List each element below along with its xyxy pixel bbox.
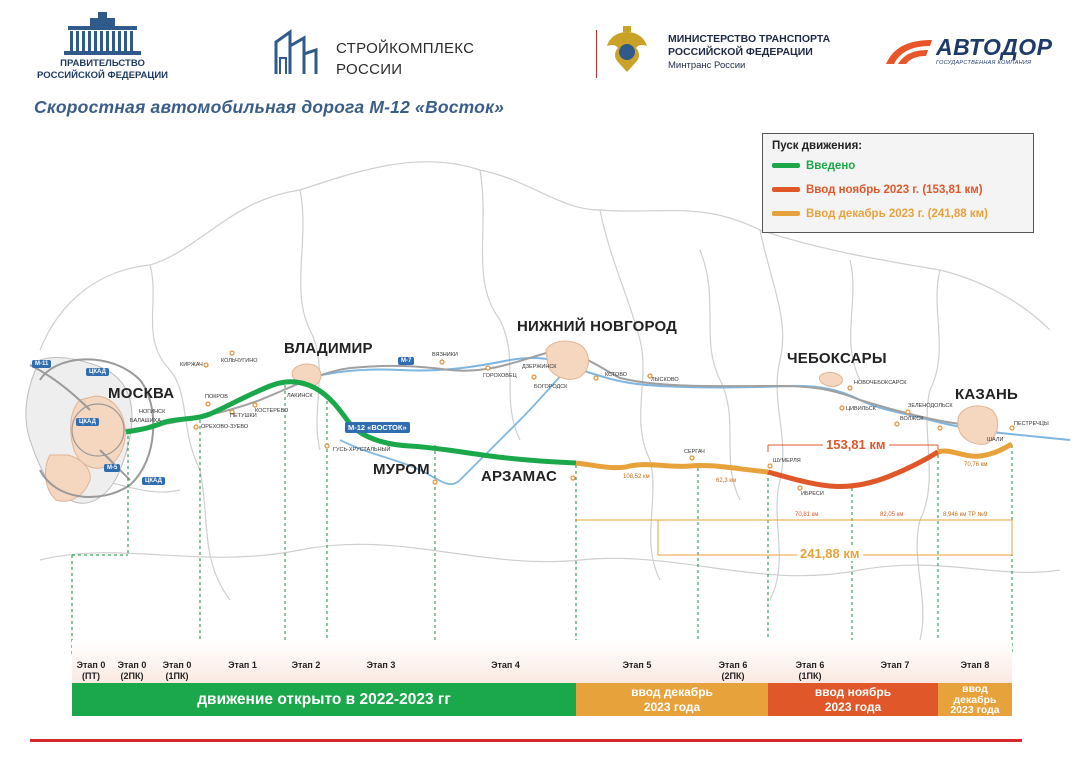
mintrans-line3: Минтранс России <box>668 60 746 71</box>
avtodor-name: АВТОДОР <box>936 34 1053 60</box>
band-december-l2: 2023 года <box>643 700 701 714</box>
page-title: Скоростная автомобильная дорога М-12 «Восток» <box>34 97 505 117</box>
band-november <box>768 683 938 716</box>
stage-label-0-1pk <box>154 660 200 682</box>
mintrans-line1: МИНИСТЕРСТВО ТРАНСПОРТА <box>668 33 831 45</box>
stage-6-1pk-l1: Этап 6 <box>795 660 825 670</box>
cheboksary-area <box>819 372 842 386</box>
mintrans-line2: РОССИЙСКОЙ ФЕДЕРАЦИИ <box>668 46 813 58</box>
region-borders <box>40 162 1060 640</box>
legend-label-december: Ввод декабрь 2023 г. (241,88 км) <box>806 208 988 220</box>
town-tsivilsk: ЦИВИЛЬСК <box>846 406 876 412</box>
stage-0-2pk-l1: Этап 0 <box>117 660 147 670</box>
town-sergach: СЕРГАЧ <box>684 449 705 455</box>
city-label-arzamas: АРЗАМАС <box>481 468 558 485</box>
band-december-east <box>938 683 1012 716</box>
band-november-l2: 2023 года <box>824 700 882 714</box>
town-zelenodolsk: ЗЕЛЕНОДОЛЬСК <box>908 403 953 409</box>
stage-0-1pk-l2: (1ПК) <box>165 671 189 681</box>
town-shumerlya: ШУМЕРЛЯ <box>773 458 801 464</box>
town-kirzhach: КИРЖАЧ <box>180 362 203 368</box>
distance-seg-623: 62,3 км <box>716 478 737 484</box>
legend-heading: Пуск движения: <box>772 140 863 152</box>
town-gus: ГУСЬ-ХРУСТАЛЬНЫЙ <box>333 447 391 453</box>
town-ibresi: ИБРЕСИ <box>801 491 824 497</box>
city-label-murom: МУРОМ <box>373 461 430 478</box>
distance-seg-10852: 108,52 км <box>623 474 650 480</box>
stage-3-l1: Этап 3 <box>366 660 396 670</box>
footer-divider <box>30 739 1022 742</box>
town-pestrechy: ПЕСТРЕЧЦЫ <box>1014 421 1049 427</box>
government-name-line2: РОССИЙСКОЙ ФЕДЕРАЦИИ <box>36 70 168 81</box>
town-orekhovo: ОРЕХОВО-ЗУЕВО <box>201 424 249 430</box>
amber-line-swatch <box>772 211 800 216</box>
city-label-vladimir: ВЛАДИМИР <box>284 340 373 357</box>
distance-november-total: 153,81 км <box>823 437 889 452</box>
distance-seg-8205: 82,05 км <box>880 512 904 518</box>
band-december-east-l3: 2023 года <box>950 704 1000 716</box>
distance-seg-tp9: 8,946 км ТР №9 <box>943 512 988 518</box>
town-kosterevo: КОСТЕРЕВО <box>255 408 289 414</box>
band-open: движение открыто в 2022-2023 гг <box>72 683 576 716</box>
stroykompleks-line2: РОССИИ <box>336 61 403 78</box>
town-bogorodsk: БОГОРОДСК <box>534 384 568 390</box>
route-amber-east <box>938 444 1012 456</box>
legend-label-november: Ввод ноябрь 2023 г. (153,81 км) <box>806 184 983 196</box>
stage-5-l1: Этап 5 <box>622 660 652 670</box>
town-shali: ШАЛИ <box>987 437 1004 443</box>
stage-label-2 <box>285 660 327 671</box>
distance-seg-7076: 70,76 км <box>964 462 988 468</box>
stage-0-pt-l1: Этап 0 <box>76 660 106 670</box>
m12-road-badge: М-12 «ВОСТОК» <box>345 422 410 433</box>
legend-item-november <box>772 184 983 196</box>
stroykompleks-line1: СТРОЙКОМПЛЕКС <box>336 40 475 57</box>
m7-road-badge: М-7 <box>398 357 414 365</box>
stage-label-8 <box>938 660 1012 671</box>
distance-december-total: 241,88 км <box>797 546 863 561</box>
stage-label-6-1pk <box>768 660 852 682</box>
orange-line-swatch <box>772 187 800 192</box>
stage-1-l1: Этап 1 <box>228 660 257 670</box>
stage-label-7 <box>852 660 938 671</box>
tsad-badge-south: ЦКАД <box>142 477 165 485</box>
nizhny-area <box>546 341 588 379</box>
stage-label-0-2pk <box>110 660 154 682</box>
town-volzhsk: ВОЛЖСК <box>900 416 924 422</box>
stage-label-1 <box>200 660 285 671</box>
legend-item-december <box>772 208 988 220</box>
town-lakinsk: ЛАКИНСК <box>287 393 313 399</box>
stage-2-l1: Этап 2 <box>291 660 321 670</box>
town-pokrov: ПОКРОВ <box>205 394 228 400</box>
band-december <box>576 683 768 716</box>
town-noginsk: НОГИНСК <box>139 409 166 415</box>
green-line-swatch <box>772 163 800 168</box>
legend <box>762 133 1034 233</box>
stage-label-6-2pk <box>698 660 768 682</box>
stage-label-5 <box>576 660 698 671</box>
town-novocheb: НОВОЧЕБОКСАРСК <box>854 380 907 386</box>
town-petushki: ПЕТУШКИ <box>230 413 257 419</box>
band-december-east-l1: ввод <box>962 683 988 695</box>
stage-label-3 <box>327 660 435 671</box>
m5-road-badge: М-5 <box>104 464 120 472</box>
stage-6-1pk-l2: (1ПК) <box>798 671 822 681</box>
town-dzerzhinsk: ДЗЕРЖИНСК <box>522 364 557 370</box>
avtodor-subtitle: ГОСУДАРСТВЕННАЯ КОМПАНИЯ <box>936 60 1032 66</box>
town-kstovo: КСТОВО <box>605 372 628 378</box>
band-november-l1: ввод ноябрь <box>814 685 892 699</box>
distance-seg-7081: 70,81 км <box>795 512 819 518</box>
m11-road-badge: М-11 <box>32 360 51 368</box>
stage-label-4 <box>435 660 576 671</box>
band-december-east-l2: декабрь <box>953 693 997 706</box>
town-kolchugino: КОЛЬЧУГИНО <box>221 358 258 364</box>
band-december-l1: ввод декабрь <box>631 685 713 699</box>
stage-6-2pk-l2: (2ПК) <box>721 671 745 681</box>
stage-0-pt-l2: (ПТ) <box>82 671 100 681</box>
town-gorokhovets: ГОРОХОВЕЦ <box>483 373 517 379</box>
stage-label-0-pt <box>72 660 110 682</box>
town-balashikha: БАЛАШИХА <box>130 418 161 424</box>
city-label-kazan: КАЗАНЬ <box>955 386 1019 403</box>
legend-item-opened <box>772 160 855 172</box>
stage-8-l1: Этап 8 <box>960 660 990 670</box>
stage-0-1pk-l1: Этап 0 <box>162 660 192 670</box>
stage-6-2pk-l1: Этап 6 <box>718 660 748 670</box>
tsad-badge-west: ЦКАД <box>76 418 99 426</box>
moscow-city-area <box>71 396 126 468</box>
city-label-cheboksary: ЧЕБОКСАРЫ <box>787 350 887 367</box>
stage-7-l1: Этап 7 <box>880 660 910 670</box>
town-vyazniki: ВЯЗНИКИ <box>432 352 458 358</box>
city-label-nizhny: НИЖНИЙ НОВГОРОД <box>517 318 678 335</box>
stage-4-l1: Этап 4 <box>491 660 520 670</box>
legend-label-opened: Введено <box>806 160 856 172</box>
government-name-line1: ПРАВИТЕЛЬСТВО <box>60 58 145 69</box>
stage-0-2pk-l2: (2ПК) <box>120 671 144 681</box>
town-lyskovo: ЛЫСКОВО <box>651 377 679 383</box>
route-amber-west <box>576 463 768 472</box>
tsad-badge-north: ЦКАД <box>86 368 109 376</box>
city-label-moscow: МОСКВА <box>108 385 175 402</box>
